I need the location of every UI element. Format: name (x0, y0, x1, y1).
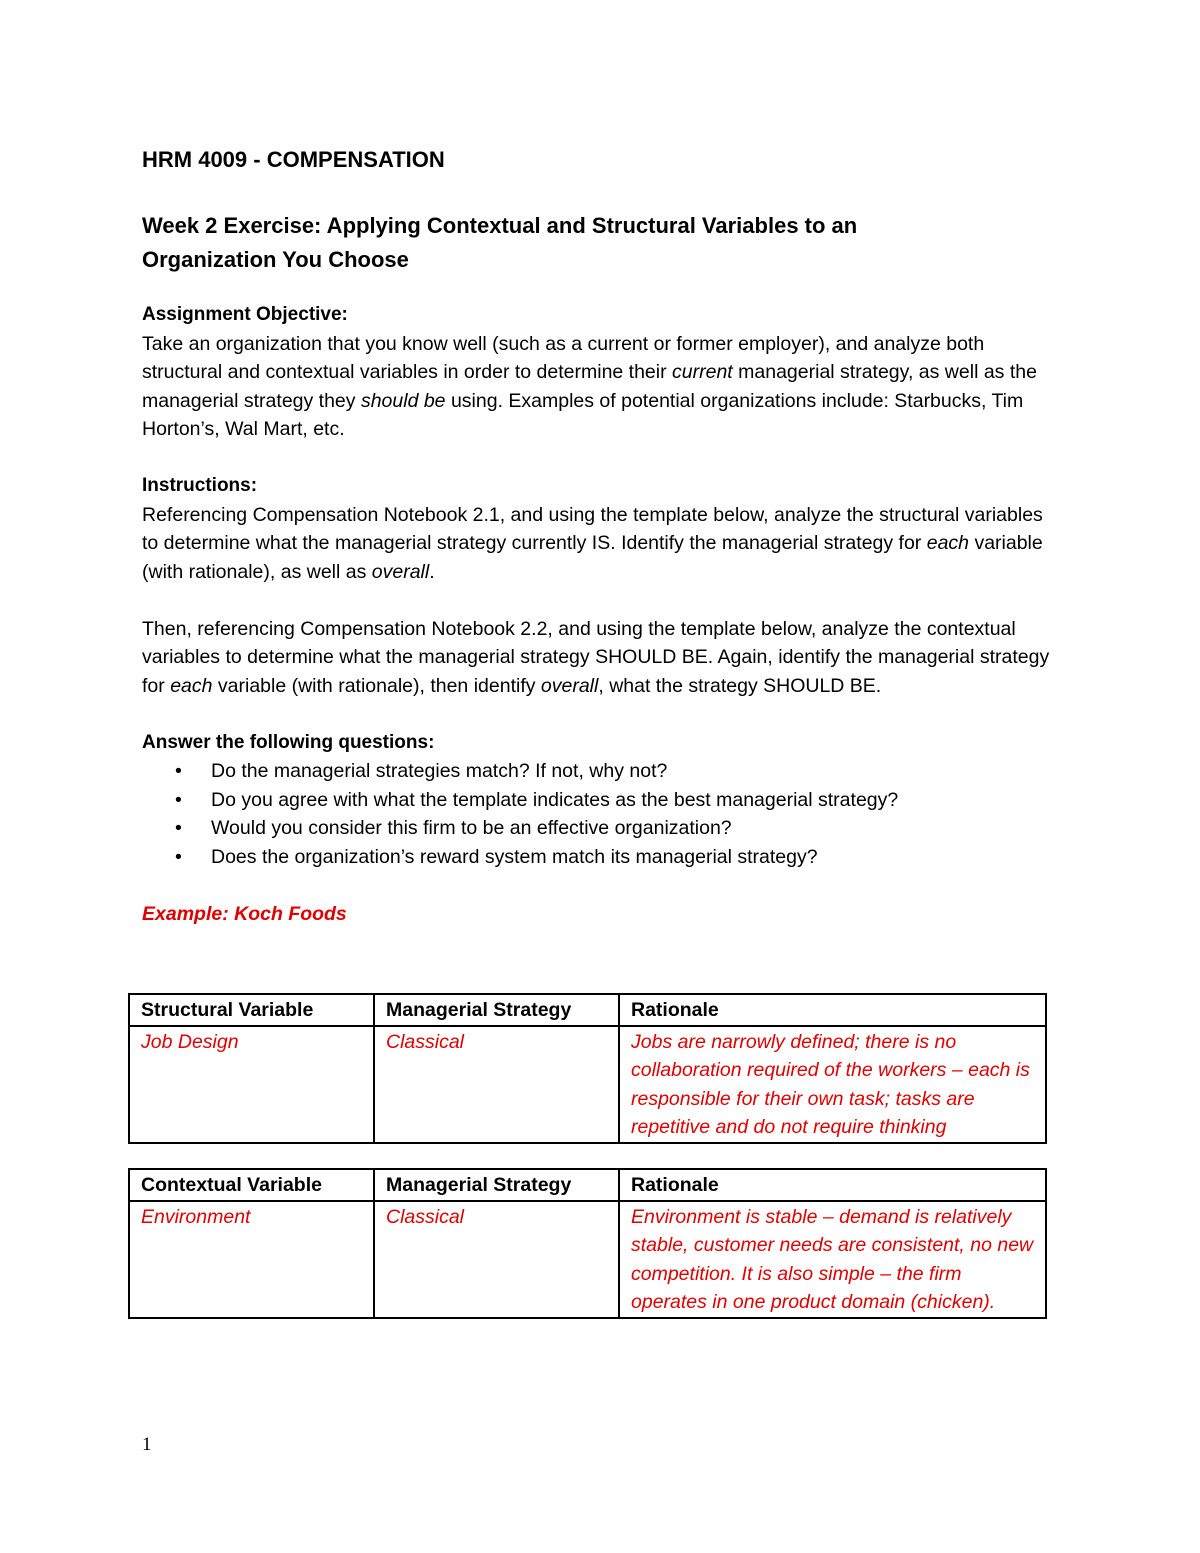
structural-variable-table (128, 993, 1047, 1144)
contextual-variable-table (128, 1168, 1047, 1319)
table-row (129, 1201, 1046, 1318)
table-header-cell: Rationale (619, 1169, 1046, 1201)
instructions-p1-part-a: Referencing Compensation Notebook 2.1, and using the template below, analyze the structural variables to determine what the managerial strategy currently IS. Identify the managerial strategy for (142, 503, 1043, 554)
bullet-icon: • (175, 845, 182, 868)
list-item (142, 786, 1062, 815)
instructions-p1-part-b: variable (with rationale), as well as (142, 532, 1043, 583)
list-item (142, 843, 1062, 872)
questions-list (142, 757, 1062, 871)
bullet-icon: • (175, 788, 182, 811)
table-header-cell: Managerial Strategy (374, 994, 619, 1026)
objective-heading: Assignment Objective: (142, 304, 348, 325)
table-cell: Environment is stable – demand is relatively stable, customer needs are consistent, no new competition. It is also simple – the firm operates in one product domain (chicken). (619, 1201, 1046, 1318)
instructions-p1-overall: overall (371, 560, 430, 583)
instructions-p2-each: each (170, 674, 213, 697)
table-header-row (129, 994, 1046, 1026)
bullet-icon: • (175, 760, 182, 782)
instructions-p2-part-b: variable (with rationale), then identify (212, 674, 541, 697)
exercise-title (142, 209, 1062, 277)
table-header-row (129, 1169, 1046, 1201)
table-cell: Classical (374, 1026, 619, 1143)
question-text: Do you agree with what the template indicates as the best managerial strategy? (211, 788, 899, 811)
instructions-heading: Instructions: (142, 475, 258, 496)
objective-text-should-be: should be (360, 389, 446, 412)
questions-heading: Answer the following questions: (142, 731, 435, 753)
table-cell: Environment (129, 1201, 374, 1318)
document-page (142, 143, 1062, 928)
example-heading: Example: Koch Foods (142, 902, 347, 925)
exercise-title-line-2: Organization You Choose (142, 247, 409, 272)
question-text: Does the organization’s reward system match its managerial strategy? (211, 845, 818, 868)
table-header-cell: Rationale (619, 994, 1046, 1026)
instructions-p2-part-c: , what the strategy SHOULD BE. (598, 674, 882, 697)
list-item (142, 814, 1062, 843)
table-header-cell: Structural Variable (129, 994, 374, 1026)
instructions-p2-overall: overall (540, 674, 599, 697)
table-header-cell: Contextual Variable (129, 1169, 374, 1201)
table-cell: Classical (374, 1201, 619, 1318)
table-header-cell: Managerial Strategy (374, 1169, 619, 1201)
objective-text-part-3: using. Examples of potential organizations include: Starbucks, Tim Horton’s, Wal Mart, etc. (142, 389, 1024, 440)
instructions-p1-part-c: . (429, 560, 435, 583)
table-row (129, 1026, 1046, 1143)
objective-text-part-2: managerial strategy, as well as the managerial strategy they (142, 361, 1037, 412)
page-number: 1 (142, 1434, 152, 1455)
exercise-title-line-1: Week 2 Exercise: Applying Contextual and Structural Variables to an (142, 213, 858, 238)
instructions-paragraph-2 (142, 615, 1062, 701)
objective-text (142, 330, 1062, 444)
instructions-p1-each: each (926, 532, 970, 554)
course-title: HRM 4009 - COMPENSATION (142, 147, 445, 172)
instructions-p2-part-a: Then, referencing Compensation Notebook 2.2, and using the template below, analyze the contextual variables to determine what the managerial strategy SHOULD BE. Again, identify the managerial strategy for (142, 617, 1050, 697)
objective-text-current: current (672, 361, 733, 383)
list-item (142, 757, 1062, 786)
bullet-icon: • (175, 817, 182, 839)
instructions-paragraph-1 (142, 501, 1062, 587)
question-text: Would you consider this firm to be an effective organization? (211, 817, 732, 839)
table-cell: Jobs are narrowly defined; there is no collaboration required of the workers – each is responsible for their own task; tasks are repetitive and do not require thinking (619, 1026, 1046, 1143)
table-cell: Job Design (129, 1026, 374, 1143)
objective-text-part-1: Take an organization that you know well (such as a current or former employer), and analyze both structural and contextual variables in order to determine their (142, 332, 985, 383)
question-text: Do the managerial strategies match? If not, why not? (211, 760, 668, 782)
